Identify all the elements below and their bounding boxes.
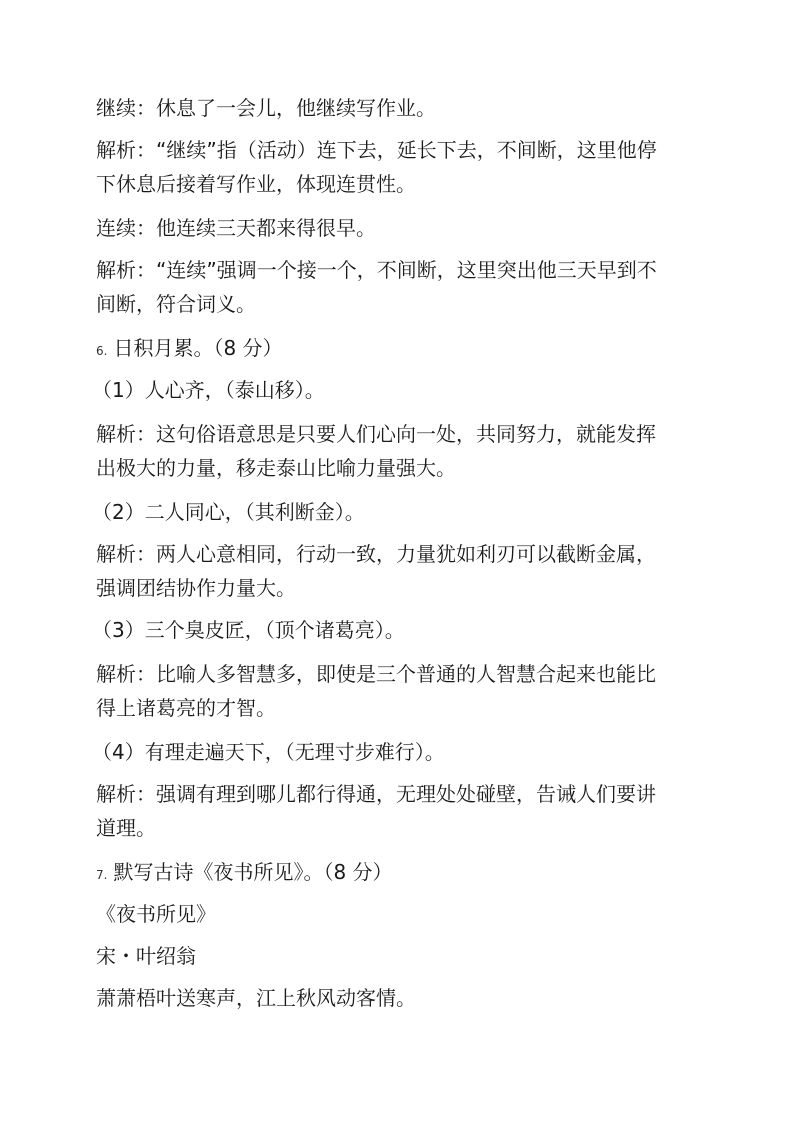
idiom-item: （3）三个臭皮匠，（顶个诸葛亮）。: [92, 618, 405, 642]
question-number: 7.: [96, 868, 108, 882]
idiom-item: （4）有理走遍天下，（无理寸步难行）。: [92, 740, 445, 764]
text-line: 解析：比喻人多智慧多，即使是三个普通的人智慧合起来也能比: [96, 662, 656, 686]
question-7-heading: [96, 855, 393, 892]
text-line: 下休息后接着写作业，体现连贯性。: [96, 172, 416, 196]
text-line: 出极大的力量，移走泰山比喻力量强大。: [96, 456, 456, 480]
question-title: 默写古诗《夜书所见》。（8 分）: [113, 860, 393, 884]
idiom-item: （1）人心齐，（泰山移）。: [92, 378, 325, 402]
poem-title: 《夜书所见》: [96, 902, 216, 926]
poem-author: 宋・叶绍翁: [96, 944, 196, 968]
text-line: 间断，符合词义。: [96, 292, 256, 316]
question-number: 6.: [96, 344, 108, 358]
text-line: 解析：“连续”强调一个接一个，不间断，这里突出他三天早到不: [96, 258, 657, 282]
text-line: 道理。: [96, 816, 156, 840]
text-line: 连续：他连续三天都来得很早。: [96, 216, 376, 240]
poem-line: 萧萧梧叶送寒声，江上秋风动客情。: [96, 986, 416, 1010]
text-line: 解析：这句俗语意思是只要人们心向一处，共同努力，就能发挥: [96, 422, 656, 446]
text-line: 继续：休息了一会儿，他继续写作业。: [96, 96, 436, 120]
text-line: 解析：“继续”指（活动）连下去，延长下去，不间断，这里他停: [96, 138, 657, 162]
question-6-heading: [96, 331, 283, 368]
text-line: 解析：强调有理到哪儿都行得通，无理处处碰壁，告诫人们要讲: [96, 782, 656, 806]
idiom-item: （2）二人同心，（其利断金）。: [92, 500, 365, 524]
text-line: 得上诸葛亮的才智。: [96, 696, 276, 720]
text-line: 强调团结协作力量大。: [96, 576, 296, 600]
question-title: 日积月累。（8 分）: [113, 336, 283, 360]
text-line: 解析：两人心意相同，行动一致，力量犹如利刃可以截断金属，: [96, 542, 656, 566]
